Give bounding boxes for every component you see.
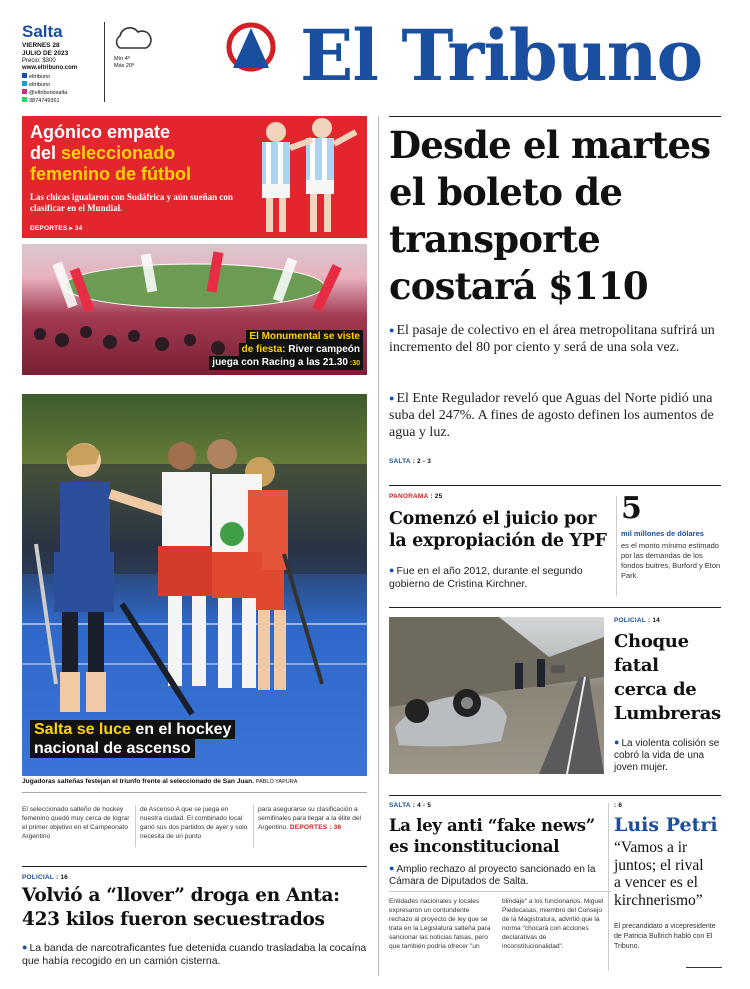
petri-signature-mark	[686, 962, 722, 968]
main-column-divider	[378, 116, 379, 976]
masthead-date-1: VIERNES 28	[22, 42, 60, 49]
masthead-social	[22, 73, 67, 105]
instagram-icon	[22, 89, 27, 94]
petri-quote: “Vamos a ir juntos; el rival a vencer es el kirchnerismo”	[614, 839, 704, 909]
weather-min: Mín 4º	[114, 56, 130, 62]
hockey-body-col2: de Ascenso A que se juega en nuestra ciudad. El combinado local ganó sus dos partidos de ayer y solo necesita de un punto	[140, 806, 248, 840]
drugs-top-rule	[22, 866, 367, 867]
crash-top-rule	[389, 607, 721, 608]
crash-section: POLICIAL : 14	[614, 617, 660, 624]
drugs-headline[interactable]: Volvió a “llover” droga en Anta: 423 kilos fueron secuestrados	[22, 885, 340, 930]
hockey-caption: Jugadoras salteñas festejan el triunfo frente al seleccionado de San Juan. PABLO YAPURA	[22, 778, 298, 785]
hockey-photo[interactable]	[22, 394, 367, 776]
photo-credit: PABLO YAPURA	[255, 779, 298, 785]
ypf-top-rule	[389, 485, 721, 486]
masthead-divider	[104, 22, 105, 102]
football-box[interactable]	[22, 116, 367, 238]
ypf-number-label: mil millones de dólares	[621, 529, 704, 538]
river-headline: El Monumental se viste de fiesta: River campeón juega con Racing a las 21.30 :30	[209, 330, 363, 370]
social-instagram[interactable]: @eltribunosalta	[22, 89, 67, 97]
logo-mark	[222, 18, 280, 76]
drugs-section: POLICIAL : 16	[22, 874, 68, 881]
hockey-body-col1: El seleccionado salteño de hockey femenino quedó muy cerca de lograr el primer objetivo en el Campeonato Argentino	[22, 806, 130, 840]
lead-top-rule	[389, 116, 721, 117]
ypf-number-text: es el monto mínimo estimado por las demandas de los fondos buitres, Burford y Eton Park.	[621, 541, 721, 580]
ypf-headline[interactable]: Comenzó el juicio por la expropiación de YPF	[389, 509, 607, 551]
cloud-icon	[110, 24, 152, 52]
fakenews-mid-rule	[389, 891, 611, 892]
lead-bullet-2: ● El Ente Regulador reveló que Aguas del Norte pidió una suba del 247%. A fines de agosto definen los aumentos de agua y luz.	[389, 390, 724, 441]
fakenews-top-rule	[389, 795, 721, 796]
masthead-title: El Tribuno	[300, 14, 703, 97]
lead-bullet-1: ● El pasaje de colectivo en el área metropolitana sufrirá un incremento del 80 por ciento y será de una sola vez.	[389, 322, 724, 356]
whatsapp-icon	[22, 97, 27, 102]
fakenews-headline[interactable]: La ley anti “fake news” es inconstitucional	[389, 816, 595, 856]
drugs-bullet: ● La banda de narcotraficantes fue detenida cuando trasladaba la cocaína que había recogido en un camión cisterna.	[22, 941, 367, 968]
fakenews-body-col1: Entidades nacionales y locales expresaron un contundente rechazo al proyecto de ley que se trata en la Legislatura salteña para sancionar las noticias falsas, pero que también podría ofrecer "un	[389, 898, 491, 950]
social-whatsapp[interactable]: 3874749361	[22, 97, 67, 105]
crash-headline[interactable]: Choque fatal cerca de Lumbreras	[614, 631, 721, 724]
facebook-icon	[22, 73, 27, 78]
hockey-headline: Salta se luce en el hockey nacional de ascenso	[30, 720, 235, 758]
football-headline: Agónico empate del seleccionado femenino de fútbol	[30, 122, 191, 184]
masthead-date-2: JULIO DE 2023	[22, 50, 69, 57]
masthead	[0, 0, 750, 112]
ypf-box-divider	[616, 496, 617, 596]
petri-section: : 6	[614, 802, 623, 809]
masthead-city: Salta	[22, 22, 63, 41]
crash-illustration	[389, 617, 604, 774]
social-facebook[interactable]: eltribuno	[22, 73, 67, 81]
ypf-section: PANORAMA : 25	[389, 493, 443, 500]
fakenews-bullet: ● Amplio rechazo al proyecto sancionado en la Cámara de Diputados de Salta.	[389, 862, 611, 888]
petri-name[interactable]: Luis Petri	[614, 814, 718, 836]
football-deck: Las chicas igualaron con Sudáfrica y aún sueñan con clasificar en el Mundial.	[30, 192, 233, 213]
hockey-players-illustration	[22, 394, 367, 776]
football-section: DEPORTES ▸ 34	[30, 225, 83, 232]
crash-photo[interactable]	[389, 617, 604, 774]
ypf-bullet: ● Fue en el año 2012, durante el segundo gobierno de Cristina Kirchner.	[389, 564, 614, 590]
lead-section: SALTA : 2 - 3	[389, 458, 432, 465]
fakenews-section: SALTA : 4 - 5	[389, 802, 432, 809]
hockey-col-divider-1	[135, 805, 136, 847]
weather-max: Máx 20º	[114, 63, 135, 69]
hockey-body	[22, 805, 367, 855]
hockey-col-divider-2	[253, 805, 254, 847]
lead-headline[interactable]: Desde el martes el boleto de transporte costará $110	[389, 123, 711, 308]
hockey-body-col3: para asegurarse su clasificación a semifinales para llegar a la élite del Argentino. DEPORTES : 36	[258, 806, 361, 831]
twitter-icon	[22, 81, 27, 86]
masthead-price: Precio: $300	[22, 58, 56, 64]
fakenews-body-col2: blindaje" a los funcionarios. Miguel Piedecasas, miembro del Consejo de la Magistratura, advirtió que la norma "chocará con acciones declarativas de inconstitucionalidad".	[502, 898, 604, 950]
petri-divider	[608, 803, 609, 971]
river-stadium-photo[interactable]	[22, 244, 367, 375]
ypf-number: 5	[621, 491, 642, 526]
hockey-rule	[22, 792, 367, 793]
crash-bullet: ● La violenta colisión se cobró la vida de una joven mujer.	[614, 736, 726, 774]
social-twitter[interactable]: eltribuno	[22, 81, 67, 89]
masthead-site[interactable]: www.eltribuno.com	[22, 65, 78, 71]
football-players-photo	[232, 116, 367, 238]
petri-text: El precandidato a vicepresidente de Patricia Bullrich habló con El Tribuno.	[614, 923, 716, 950]
